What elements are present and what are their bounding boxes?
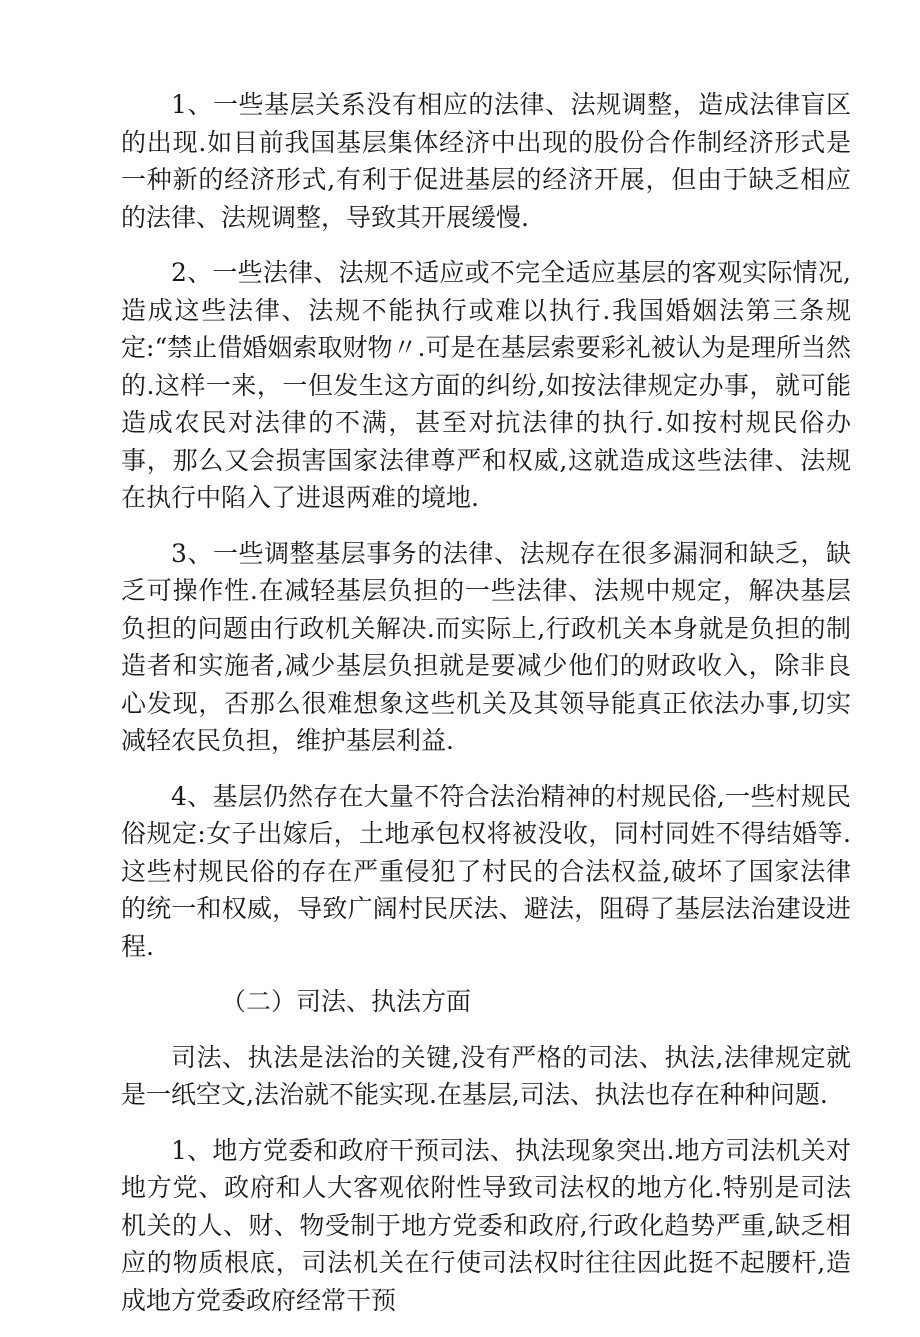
paragraph-3: 3、一些调整基层事务的法律、法规存在很多漏洞和缺乏，缺乏可操作性.在减轻基层负担的一些法律、法规中规定，解决基层负担的问题由行政机关解决.而实际上,行政机关本身就是负担的制造者和实施者,减少基层负担就是要减少他们的财政收入，除非良心发现，否那么很难想象这些机关及其领导能真正依法办事,切实减轻农民负担，维护基层利益. — [121, 538, 851, 755]
section-heading: （二）司法、执法方面 — [221, 987, 472, 1016]
paragraph-4: 4、基层仍然存在大量不符合法治精神的村规民俗,一些村规民俗规定:女子出嫁后，土地承包权将被没收，同村同姓不得结婚等.这些村规民俗的存在严重侵犯了村民的合法权益,破坏了国家法律的统一和权威，导致广阔村民厌法、避法，阻碍了基层法治建设进程. — [121, 781, 851, 961]
paragraph-2: 2、一些法律、法规不适应或不完全适应基层的客观实际情况,造成这些法律、法规不能执行或难以执行.我国婚姻法第三条规定:“禁止借婚姻索取财物〃.可是在基层索要彩礼被认为是理所当然的.这样一来，一但发生这方面的纠纷,如按法律规定办事，就可能造成农民对法律的不满，甚至对抗法律的执行.如按村规民俗办事，那么又会损害国家法律尊严和权威,这就造成这些法律、法规在执行中陷入了进退两难的境地. — [121, 258, 851, 512]
paragraph-5: 司法、执法是法治的关键,没有严格的司法、执法,法律规定就是一纸空文,法治就不能实现.在基层,司法、执法也存在种种问题. — [121, 1042, 851, 1109]
paragraph-1: 1、一些基层关系没有相应的法律、法规调整，造成法律盲区的出现.如目前我国基层集体经济中出现的股份合作制经济形式是一种新的经济形式,有利于促进基层的经济开展，但由于缺乏相应的法律、法规调整，导致其开展缓慢. — [121, 90, 851, 232]
paragraph-6: 1、地方党委和政府干预司法、执法现象突出.地方司法机关对地方党、政府和人大客观依附性导致司法权的地方化.特别是司法机关的人、财、物受制于地方党委和政府,行政化趋势严重,缺乏相应的物质根底，司法机关在行使司法权时往往因此挺不起腰杆,造成地方党委政府经常干预 — [121, 1135, 851, 1315]
document-body — [121, 86, 851, 1337]
